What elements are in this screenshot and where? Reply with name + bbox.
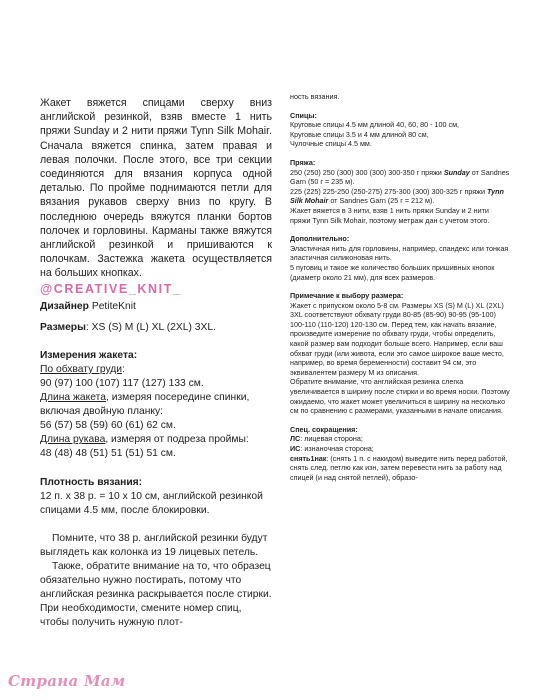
designer-value: PetiteKnit	[91, 300, 136, 312]
instagram-watermark: @CREATIVE_KNIT_	[40, 281, 182, 296]
designer-label: Дизайнер	[40, 300, 89, 312]
right-column	[290, 92, 510, 482]
abbr-sn-val: : (снять 1 п. с накидом) выведите нить перед работой, снять след. петлю как изн, затем перевести нить за работу над спицей (и над снятой петлей), образо-	[290, 453, 508, 482]
abbr-is-val: : изнаночная сторона;	[300, 444, 374, 453]
chest-line	[40, 363, 272, 377]
chest-label: По обхвату груди	[40, 363, 123, 375]
length-line	[40, 391, 272, 419]
extra-title: Дополнительно:	[290, 234, 350, 244]
sleeve-desc: , измеряя от подреза проймы:	[105, 434, 249, 446]
abbr-sn	[290, 454, 510, 483]
chest-values: 90 (97) 100 (107) 117 (127) 133 см.	[40, 378, 204, 390]
yarn-title: Пряжа:	[290, 157, 316, 167]
continuation-text: ность вязания.	[290, 92, 340, 101]
note-paragraph-2: Также, обратите внимание на то, что образец обязательно нужно постирать, потому что английская резинка раскрывается после стирки. При необходимости, смените номер спиц, чтобы получить нужную плот-	[40, 561, 272, 629]
length-label: Длина жакета	[40, 392, 106, 404]
sizenote-text: Жакет с припуском около 5-8 см. Размеры XS (S) M (L) XL (2XL) 3XL соответствуют обхвату груди 80-85 (85-90) 90-95 (95-100) 100-110 (110-120) 120-130 см. Перед тем, как начать вязание, произведите измерение по обхвату груди, чтобы определить, какой размер вам подходит больше всего. Например, если ваш обхват груди (или живота, если это самое широкое ваше место, например, во время беременности) составит 94 см, это эквивалентем размеру М из описания. Обратите внимание, что английская резинка слегка увеличивается в ширину после стирки и во время носки. Поэтому ожидаемо, что жакет может увеличиться в ширину на несколько см по сравнению с размерами, указанными в начале описания.	[290, 300, 510, 416]
yarn-2-text: 225 (225) 225-250 (250-275) 275-300 (300) 300-325 г пряжи	[290, 186, 487, 196]
yarn-1-tail: от Sandnes Garn (50 г = 235 м).	[290, 167, 510, 187]
yarn-line-1	[290, 168, 510, 187]
length-desc: , измеряя посередине спинки, включая двойную планку:	[40, 392, 250, 418]
sleeve-line	[40, 433, 272, 447]
length-values: 56 (57) 58 (59) 60 (61) 62 см.	[40, 420, 176, 432]
sizes-line	[40, 321, 272, 335]
yarn-1-name: Sunday	[443, 167, 470, 177]
note-paragraph-1: Помните, что 38 р. английской резинки будут выглядеть как колонка из 19 лицевых петель.	[40, 532, 268, 558]
sizes-value: : XS (S) M (L) XL (2XL) 3XL.	[85, 321, 216, 333]
designer-line	[40, 300, 272, 314]
needles-title: Спицы:	[290, 110, 317, 120]
abbr-is-key: ИС	[290, 444, 301, 453]
sizes-label: Размеры	[40, 321, 86, 333]
abbr-ls	[290, 434, 510, 444]
intro-paragraph: Жакет вяжется спицами сверху вниз английской резинкой, взяв вместе 1 нить пряжи Sunday и 2 нити пряжи Tynn Silk Mohair. Сначала вяжется спинка, затем правая и левая полочки. После этого, все три секции соединяются для вязания корпуса одной деталью. По пройме поднимаются петли для вязания рукавов сверху вниз по кругу. В последнюю очередь вяжутся планки бортов полочек и горловины. Карманы также вяжутся английской резинкой и пришиваются к полочкам. Застежка жакета осуществляется на больших кнопках.	[40, 97, 272, 280]
yarn-2-name: Tynn Silk Mohair	[290, 186, 504, 206]
yarn-line-3: Жакет вяжется в 3 нити, взяв 1 нить пряжи Sunday и 2 нити пряжи Tynn Silk Mohair, поэтому метраж дан с учетом этого.	[290, 205, 490, 225]
site-logo: Страна Мам	[8, 672, 126, 690]
sleeve-label: Длина рукава	[40, 434, 106, 446]
yarn-2-tail: от Sandnes Garn (25 г = 212 м).	[328, 196, 435, 206]
extra-text: Эластичная нить для горловины, например, спандекс или тонкая эластичная силиконовая нить. 5 пуговиц и такое же количество больших пришивных кнопок (диаметр около 21 мм), для всех размеров.	[290, 243, 509, 282]
left-column	[40, 96, 272, 631]
abbr-ls-key: ЛС	[290, 434, 301, 444]
sizenote-title: Примечание к выбору размера:	[290, 291, 404, 301]
sleeve-values: 48 (48) 48 (51) 51 (51) 51 см.	[40, 448, 176, 460]
abbr-title: Спец. сокращения:	[290, 424, 358, 434]
yarn-line-2	[290, 187, 510, 206]
chest-suffix: :	[122, 363, 125, 375]
needles-text: Круговые спицы 4.5 мм длиной 40, 60, 80 - 100 см, Круговые спицы 3.5 и 4 мм длиной 80 см, Чулочные спицы 4.5 мм.	[290, 120, 460, 149]
abbr-is	[290, 444, 510, 454]
gauge-text: 12 п. х 38 р. = 10 х 10 см, английской резинкой спицами 4.5 мм, после блокировки.	[40, 490, 263, 516]
measurements-title: Измерения жакета:	[40, 349, 138, 361]
abbr-ls-val: : лицевая сторона;	[300, 434, 363, 444]
yarn-1-text: 250 (250) 250 (300) 300 (300) 300-350 г пряжи	[290, 167, 444, 177]
gauge-title: Плотность вязания:	[40, 476, 143, 488]
abbr-sn-key: снять1нак	[290, 453, 327, 463]
